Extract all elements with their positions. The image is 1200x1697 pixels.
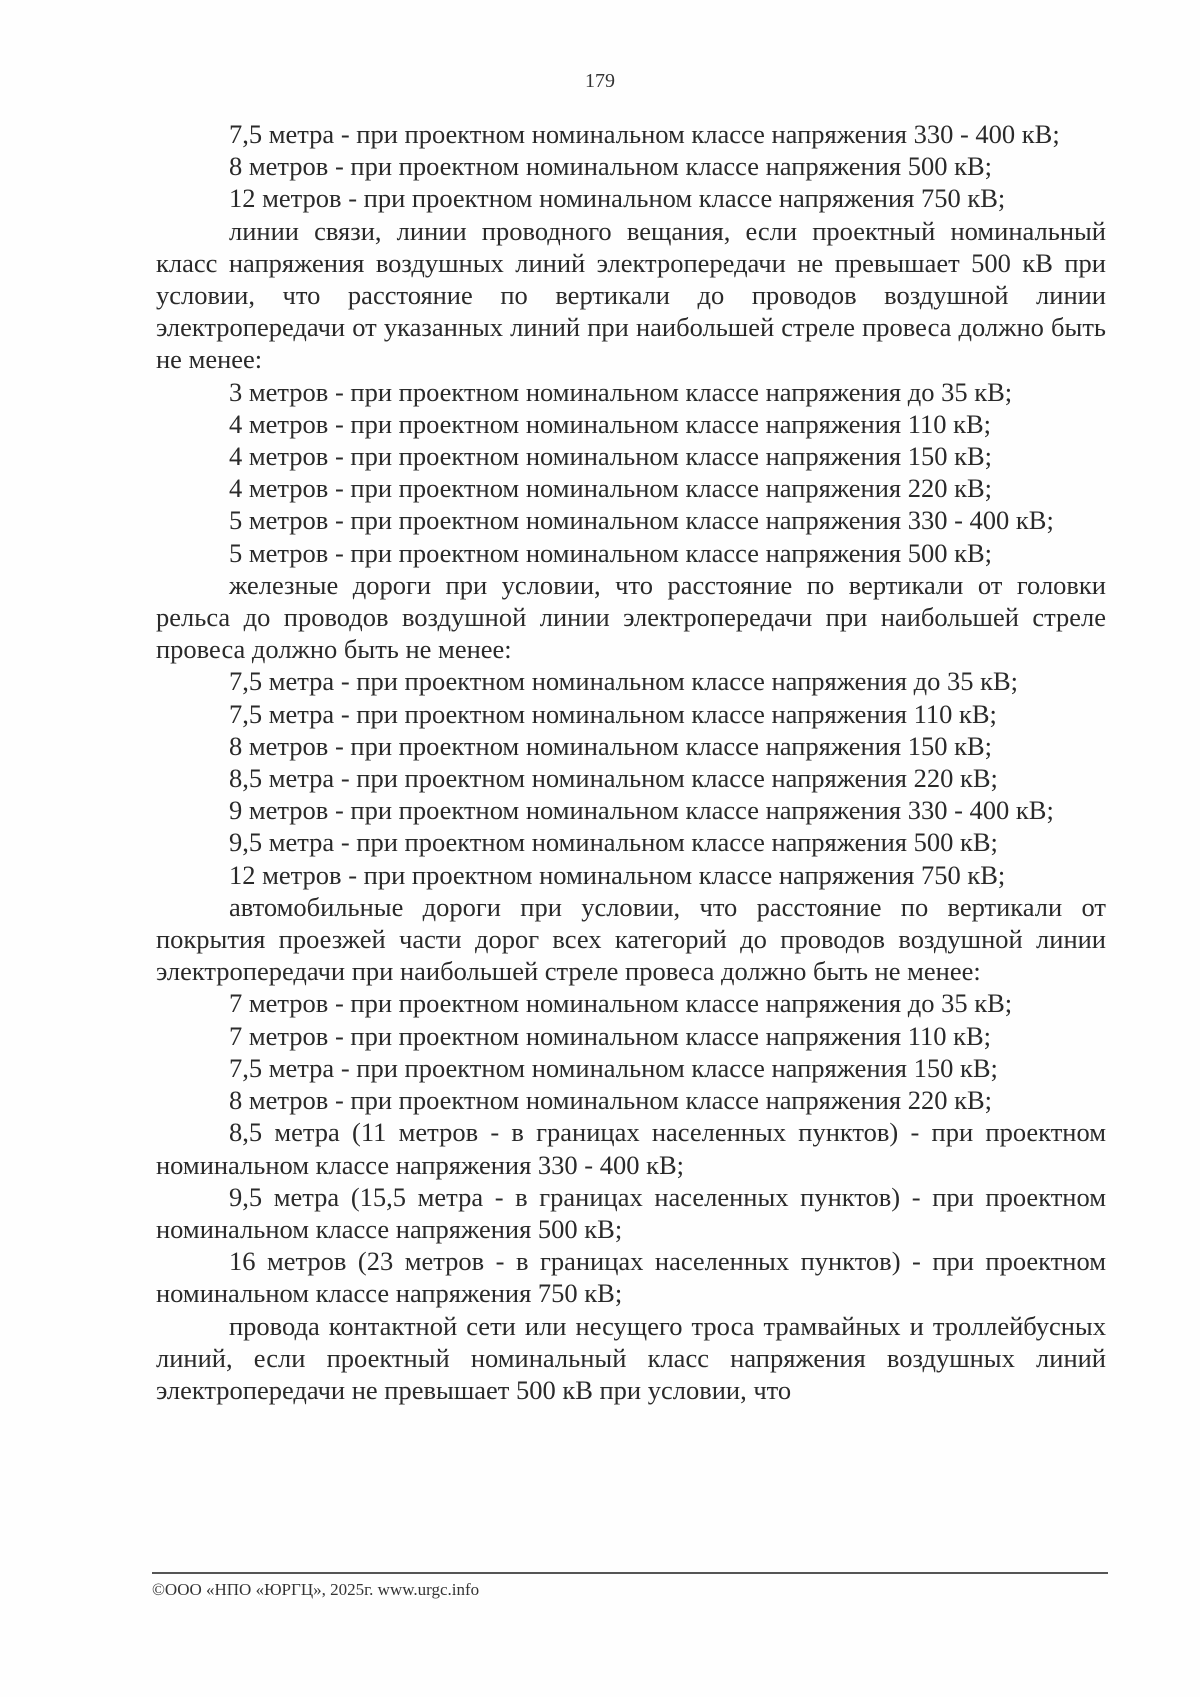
paragraph: железные дороги при условии, что расстояние по вертикали от головки рельса до проводов воздушной линии электропередачи при наибольшей стреле провеса должно быть не менее: [156,569,1106,665]
paragraph: 5 метров - при проектном номинальном классе напряжения 500 кВ; [229,537,993,568]
paragraph: провода контактной сети или несущего троса трамвайных и троллейбусных линий, если проектный номинальный класс напряжения воздушных линий электропередачи не превышает 500 кВ при условии, что [156,1310,1106,1405]
paragraph: 7 метров - при проектном номинальном классе напряжения до 35 кВ; [229,988,1013,1019]
page-number: 179 [585,70,615,92]
paragraph: 7,5 метра - при проектном номинальном классе напряжения до 35 кВ; [229,666,1018,697]
paragraph: 12 метров - при проектном номинальном классе напряжения 750 кВ; [229,859,1006,890]
paragraph: 4 метров - при проектном номинальном классе напряжения 220 кВ; [229,473,993,504]
paragraph: 8,5 метра (11 метров - в границах населенных пунктов) - при проектном номинальном классе напряжения 330 - 400 кВ; [156,1117,1106,1180]
paragraph: автомобильные дороги при условии, что расстояние по вертикали от покрытия проезжей части дорог всех категорий до проводов воздушной линии электропередачи при наибольшей стреле провеса должно быть не менее: [156,891,1106,987]
paragraph: 7,5 метра - при проектном номинальном классе напряжения 330 - 400 кВ; [229,119,1060,149]
paragraph: 8 метров - при проектном номинальном классе напряжения 220 кВ; [229,1085,993,1116]
paragraph: 9,5 метра (15,5 метра - в границах населенных пунктов) - при проектном номинальном классе напряжения 500 кВ; [156,1181,1106,1244]
paragraph: 8 метров - при проектном номинальном классе напряжения 150 кВ; [229,730,993,761]
paragraph: 7,5 метра - при проектном номинальном классе напряжения 150 кВ; [229,1052,998,1083]
paragraph: линии связи, линии проводного вещания, если проектный номинальный класс напряжения воздушных линий электропередачи не превышает 500 кВ при условии, что расстояние по вертикали до проводов воздушной линии электропередачи от указанных линий при наибольшей стреле провеса должно быть не менее: [156,215,1106,375]
paragraph: 16 метров (23 метров - в границах населенных пунктов) - при проектном номинальном классе напряжения 750 кВ; [156,1246,1106,1309]
footer-copyright: ©ООО «НПО «ЮРГЦ», 2025г. www.urgc.info [152,1580,480,1599]
paragraph: 4 метров - при проектном номинальном классе напряжения 110 кВ; [229,408,992,439]
document-body [156,118,1106,1406]
paragraph: 9,5 метра - при проектном номинальном классе напряжения 500 кВ; [229,827,998,858]
paragraph: 7 метров - при проектном номинальном классе напряжения 110 кВ; [229,1020,992,1051]
footer-divider [152,1572,1108,1574]
paragraph: 4 метров - при проектном номинальном классе напряжения 150 кВ; [229,441,993,472]
paragraph: 12 метров - при проектном номинальном классе напряжения 750 кВ; [229,183,1006,214]
paragraph: 5 метров - при проектном номинальном классе напряжения 330 - 400 кВ; [229,505,1054,536]
paragraph: 3 метров - при проектном номинальном классе напряжения до 35 кВ; [229,376,1013,407]
paragraph: 8,5 метра - при проектном номинальном классе напряжения 220 кВ; [229,763,998,794]
paragraph: 8 метров - при проектном номинальном классе напряжения 500 кВ; [229,151,993,182]
paragraph: 9 метров - при проектном номинальном классе напряжения 330 - 400 кВ; [229,795,1054,826]
paragraph: 7,5 метра - при проектном номинальном классе напряжения 110 кВ; [229,698,997,729]
